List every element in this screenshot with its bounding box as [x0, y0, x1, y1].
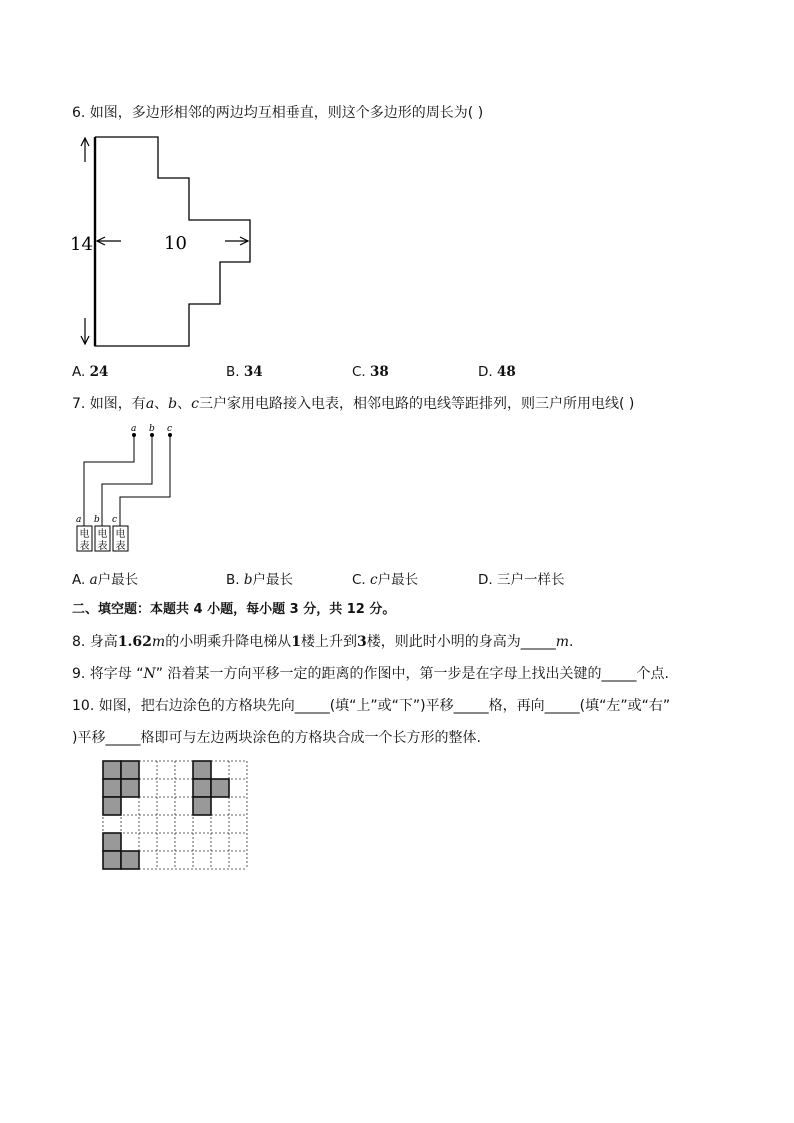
height-arrow-down: [81, 318, 89, 344]
q8-blank[interactable]: _____: [520, 634, 556, 650]
q9-blank[interactable]: _____: [601, 666, 637, 682]
bottom-label-c: c: [112, 515, 118, 525]
shaded-cell: [193, 779, 211, 797]
shaded-cell: [103, 851, 121, 869]
q6-option-b[interactable]: B. 34: [226, 364, 263, 380]
q7-option-c[interactable]: C. c户最长: [352, 572, 419, 588]
meter-c-char1: 电: [115, 529, 126, 540]
section-title: 二、填空题：本题共 4 小题，每小题 3 分，共 12 分。: [72, 602, 396, 617]
shaded-cell: [103, 779, 121, 797]
shaded-cell: [103, 761, 121, 779]
q6-option-c[interactable]: C. 38: [352, 364, 389, 380]
shaded-cell: [193, 797, 211, 815]
q7-stem: 7. 如图，有a、b、c三户家用电路接入电表，相邻电路的电线等距排列，则三户所用电线( ): [72, 396, 635, 412]
q7-option-b[interactable]: B. b户最长: [226, 572, 294, 588]
q6-option-d[interactable]: D. 48: [478, 364, 516, 380]
q10-stem-line1: 10. 如图，把右边涂色的方格块先向_____(填“上”或“下”)平移_____格，再向_____(填“左”或“右”: [72, 698, 671, 714]
width-arrow-right: [225, 237, 248, 245]
shaded-cell: [121, 851, 139, 869]
q6-stem: 6. 如图，多边形相邻的两边均互相垂直，则这个多边形的周长为( ): [72, 105, 484, 121]
width-arrow-left: [97, 237, 121, 245]
top-label-b: b: [149, 424, 155, 434]
shaded-cell: [103, 797, 121, 815]
meter-a-char1: 电: [79, 529, 90, 540]
shaded-cell: [211, 779, 229, 797]
height-label: 14: [70, 234, 93, 255]
top-label-c: c: [167, 424, 173, 434]
meter-b-char1: 电: [97, 529, 108, 540]
q10-grid-figure: [102, 760, 248, 870]
bottom-label-b: b: [94, 515, 100, 525]
shaded-cell: [121, 779, 139, 797]
q6-option-a[interactable]: A. 24: [72, 364, 109, 380]
top-label-a: a: [131, 424, 137, 434]
meter-c-char2: 表: [115, 541, 126, 552]
bottom-label-a: a: [76, 515, 82, 525]
q8-stem: 8. 身高1.62m的小明乘升降电梯从1楼上升到3楼，则此时小明的身高为_____m.: [72, 634, 574, 650]
q7-option-a[interactable]: A. a户最长: [72, 572, 139, 588]
height-arrow-up: [81, 138, 89, 162]
q7-option-d[interactable]: D. 三户一样长: [478, 572, 565, 588]
meter-b-char2: 表: [97, 541, 108, 552]
meter-a-char2: 表: [79, 541, 90, 552]
shaded-cell: [103, 833, 121, 851]
shaded-cell: [121, 761, 139, 779]
q7-circuit-figure: [72, 422, 192, 556]
q10-stem-line2: )平移_____格即可与左边两块涂色的方格块合成一个长方形的整体.: [72, 730, 481, 746]
q9-stem: 9. 将字母 “N” 沿着某一方向平移一定的距离的作图中，第一步是在字母上找出关键的_____个点.: [72, 666, 669, 682]
shaded-cell: [193, 761, 211, 779]
q6-polygon-figure: [68, 132, 268, 354]
width-label: 10: [164, 233, 187, 254]
